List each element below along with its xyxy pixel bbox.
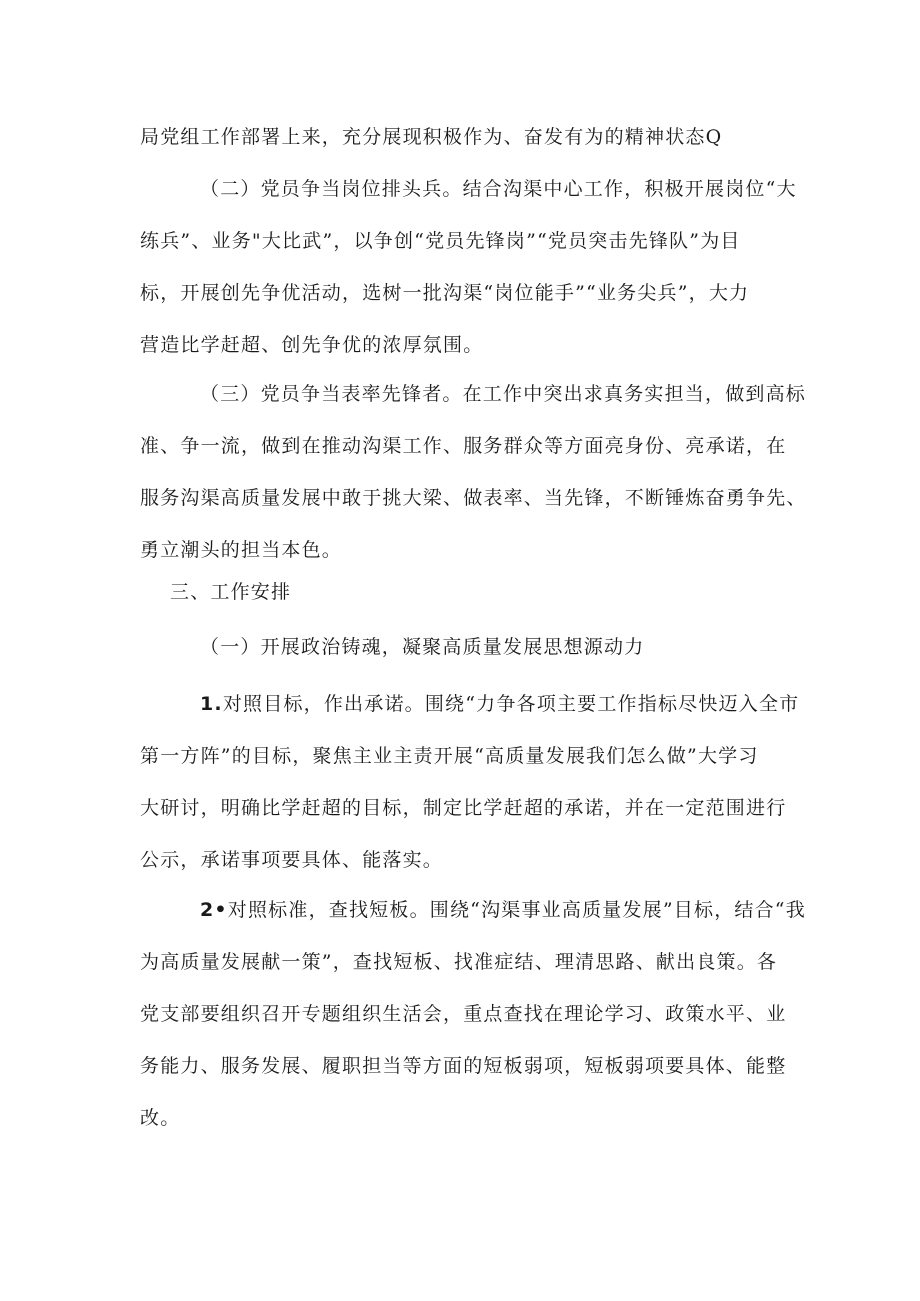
- item-number: 1.: [200, 693, 223, 715]
- text-line: 服务沟渠高质量发展中敢于挑大梁、做表率、当先锋，不断锤炼奋勇争先、: [140, 487, 807, 509]
- paragraph-party-member-model: [140, 368, 807, 576]
- item-text: 对照标准，查找短板。围绕“沟渠事业高质量发展”目标，结合“我: [227, 899, 806, 921]
- text-line: 勇立潮头的担当本色。: [140, 539, 343, 561]
- paragraph-continuation: [140, 111, 790, 163]
- text-line: 为高质量发展献一策”，查找短板、找准症结、理清思路、献出良策。各: [140, 951, 778, 973]
- sub-heading: （一）开展政治铸魂，凝聚高质量发展思想源动力: [200, 636, 645, 658]
- text-line: 公示，承诺事项要具体、能落实。: [140, 849, 444, 871]
- text-line: [140, 884, 806, 936]
- text-line: 标，开展创先争优活动，选树一批沟渠“岗位能手”“业务尖兵”，大力: [140, 282, 750, 304]
- text-line: （三）党员争当表率先锋者。在工作中突出求真务实担当，做到高标: [200, 383, 807, 405]
- paragraph-item-1: [140, 678, 800, 886]
- paragraph-item-2: [140, 884, 806, 1144]
- text-line: （二）党员争当岗位排头兵。结合沟渠中心工作，积极开展岗位“大: [200, 178, 797, 200]
- text-line: [140, 678, 800, 730]
- text-line: 营造比学赶超、创先争优的浓厚氛围。: [140, 334, 484, 356]
- text-line: 改。: [140, 1107, 181, 1129]
- text-line: 务能力、服务发展、履职担当等方面的短板弱项，短板弱项要具体、能整: [140, 1055, 787, 1077]
- item-number: 2•: [200, 899, 228, 921]
- section-heading: 三、工作安排: [170, 581, 292, 603]
- text-line: 第一方阵”的目标，聚焦主业主责开展“高质量发展我们怎么做”大学习: [140, 745, 759, 767]
- paragraph-party-member-post: [140, 163, 797, 371]
- text-line: 党支部要组织召开专题组织生活会，重点查找在理论学习、政策水平、业: [140, 1003, 787, 1025]
- text-line: 局党组工作部署上来，充分展现积极作为、奋发有为的精神状态Q: [140, 126, 723, 148]
- text-line: 大研讨，明确比学赶超的目标，制定比学赶超的承诺，并在一定范围进行: [140, 797, 787, 819]
- item-text: 对照目标，作出承诺。围绕“力争各项主要工作指标尽快迈入全市: [222, 693, 800, 715]
- text-line: 练兵”、业务"大比武”，以争创“党员先锋岗”“党员突击先锋队”为目: [140, 230, 741, 252]
- text-line: 准、争一流，做到在推动沟渠工作、服务群众等方面亮身份、亮承诺，在: [140, 435, 787, 457]
